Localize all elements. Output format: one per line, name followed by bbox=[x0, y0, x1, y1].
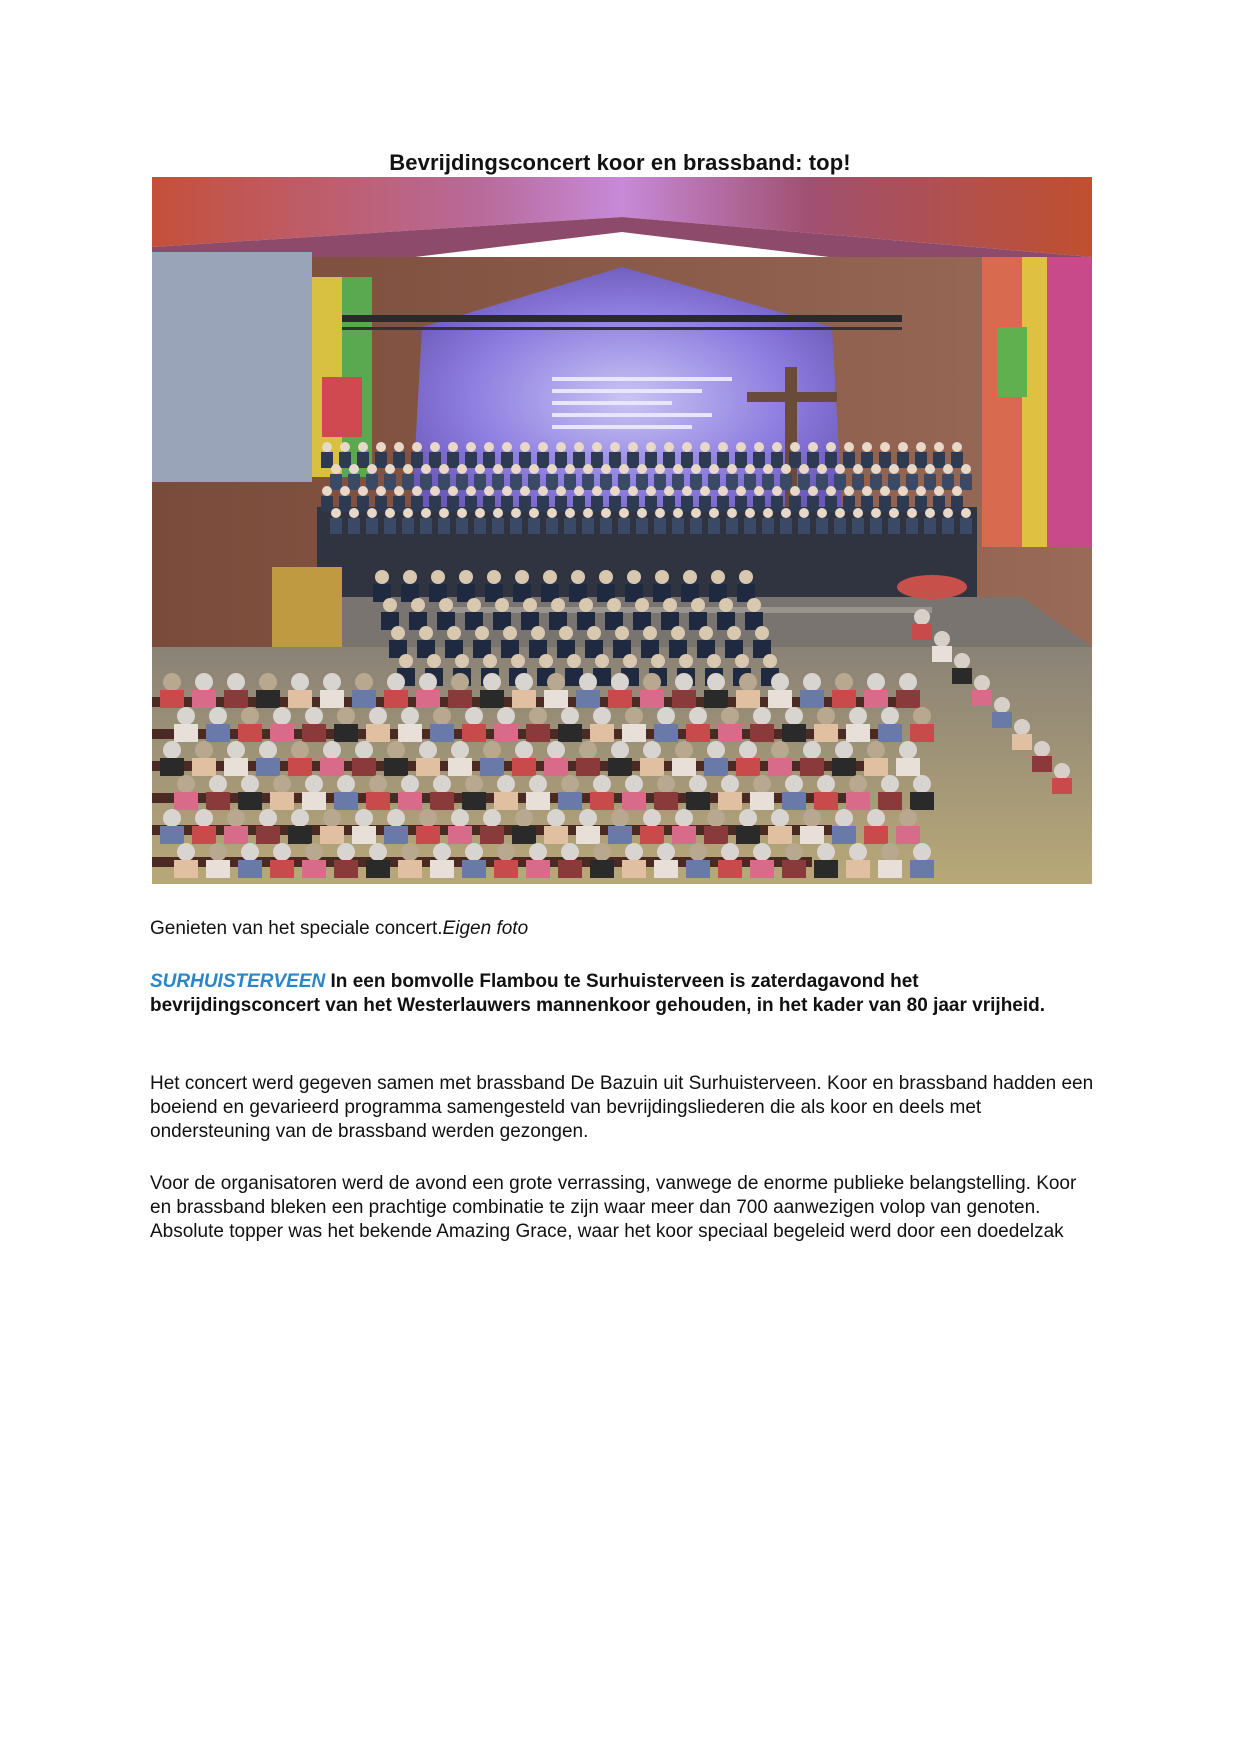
caption-text: Genieten van het speciale concert. bbox=[150, 918, 443, 939]
article-title: Bevrijdingsconcert koor en brassband: top! bbox=[389, 150, 851, 175]
photo-caption bbox=[150, 918, 528, 940]
article-paragraph: Het concert werd gegeven samen met brassband De Bazuin uit Surhuisterveen. Koor en brassband hadden een boeiend en gevarieerd programma samengesteld van bevrijdingsliederen die als koor en deels met ondersteuning van de brassband werden gezongen. bbox=[150, 1073, 1094, 1142]
dateline: SURHUISTERVEEN bbox=[150, 971, 326, 992]
lead-text: In een bomvolle Flambou te Surhuisterveen is zaterdagavond het bevrijdingsconcert van het Westerlauwers mannenkoor gehouden, in het kader van 80 jaar vrijheid. bbox=[150, 971, 1046, 1016]
caption-credit: Eigen foto bbox=[442, 918, 529, 939]
article-paragraph: Voor de organisatoren werd de avond een grote verrassing, vanwege de enorme publieke belangstelling. Koor en brassband bleken een prachtige combinatie te zijn waar meer dan 700 aanwezigen volop van genoten. Absolute topper was het bekende Amazing Grace, waar het koor speciaal begeleid werd door een doedelzak bbox=[150, 1173, 1077, 1242]
article-lead bbox=[150, 970, 1090, 1018]
concert-photo bbox=[152, 177, 1092, 884]
